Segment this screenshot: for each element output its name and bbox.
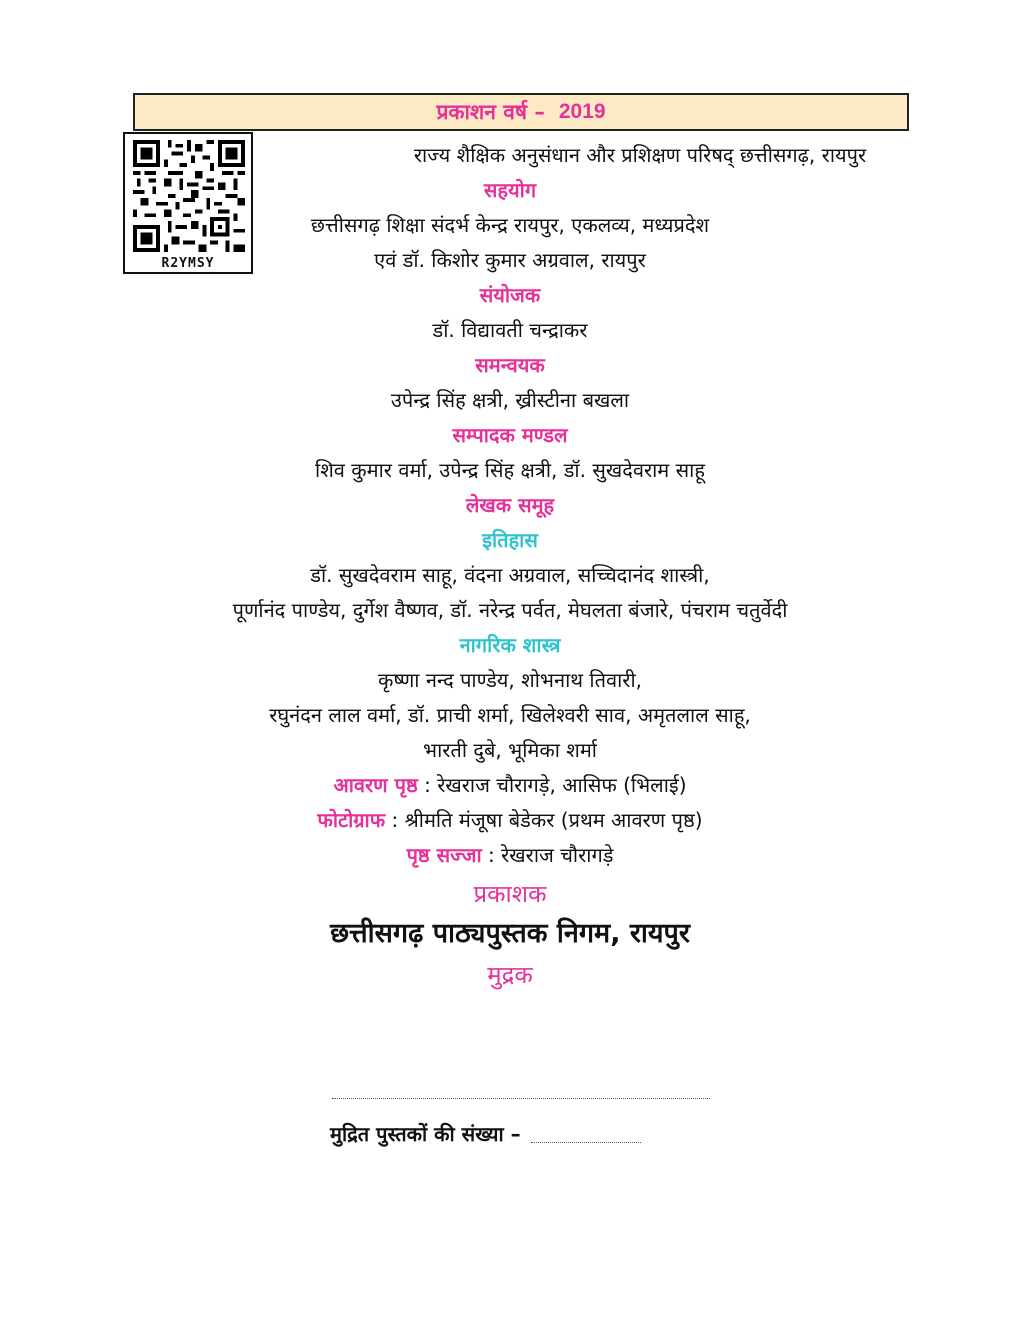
- photo-credit: [0, 808, 1020, 832]
- printer-label: मुद्रक: [487, 961, 533, 989]
- civics-authors-1: कृष्णा नन्द पाण्डेय, शोभनाथ तिवारी,: [378, 668, 642, 692]
- history-subheading: इतिहास: [482, 528, 538, 552]
- editorial-board-names: शिव कुमार वर्मा, उपेन्द्र सिंह क्षत्री, डॉ. सुखदेवराम साहू: [315, 458, 705, 482]
- printed-copies-count: [330, 1120, 641, 1147]
- publisher-label: प्रकाशक: [473, 880, 547, 908]
- printed-copies-label: मुद्रित पुस्तकों की संख्या –: [330, 1122, 521, 1146]
- qr-code-id: R2YMSY: [161, 256, 215, 271]
- editorial-board-heading: सम्पादक मण्डल: [452, 423, 568, 447]
- coordinator-heading: समन्वयक: [475, 353, 545, 377]
- support-heading: सहयोग: [483, 178, 537, 202]
- civics-subheading: नागरिक शास्त्र: [459, 633, 561, 657]
- layout-credit: [0, 843, 1020, 867]
- publication-year-label: प्रकाशन वर्ष –: [436, 100, 545, 124]
- convener-heading: संयोजक: [479, 283, 541, 307]
- layout-credit-value: : रेखराज चौरागड़े: [488, 843, 614, 867]
- publisher-name: छत्तीसगढ़ पाठ्यपुस्तक निगम, रायपुर: [330, 918, 690, 949]
- cover-credit: [0, 773, 1020, 797]
- cover-credit-label: आवरण पृष्ठ: [333, 773, 418, 797]
- convener-name: डॉ. विद्यावती चन्द्राकर: [432, 318, 588, 342]
- authors-heading: लेखक समूह: [465, 493, 555, 517]
- civics-authors-3: भारती दुबे, भूमिका शर्मा: [423, 738, 597, 762]
- civics-authors-2: रघुनंदन लाल वर्मा, डॉ. प्राची शर्मा, खिलेश्वरी साव, अमृतलाल साहू,: [269, 703, 751, 727]
- printer-details-line: [332, 1098, 710, 1099]
- support-line-2: एवं डॉ. किशोर कुमार अग्रवाल, रायपुर: [374, 248, 646, 272]
- photo-credit-value: : श्रीमति मंजूषा बेडेकर (प्रथम आवरण पृष्ठ): [391, 808, 703, 832]
- publication-year-banner: [133, 93, 909, 131]
- organization-line: राज्य शैक्षिक अनुसंधान और प्रशिक्षण परिषद् छत्तीसगढ़, रायपुर: [413, 143, 867, 167]
- history-authors-2: पूर्णानंद पाण्डेय, दुर्गेश वैष्णव, डॉ. नरेन्द्र पर्वत, मेघलता बंजारे, पंचराम चतुर्वेदी: [232, 598, 788, 622]
- photo-credit-label: फोटोग्राफ: [317, 808, 386, 832]
- publication-year: 2019: [558, 100, 606, 123]
- support-line-1: छत्तीसगढ़ शिक्षा संदर्भ केन्द्र रायपुर, एकलव्य, मध्यप्रदेश: [310, 213, 710, 237]
- cover-credit-value: : रेखराज चौरागड़े, आसिफ (भिलाई): [424, 773, 687, 797]
- coordinator-names: उपेन्द्र सिंह क्षत्री, ख्रीस्टीना बखला: [390, 388, 630, 412]
- layout-credit-label: पृष्ठ सज्जा: [406, 843, 482, 867]
- printed-copies-blank: [531, 1142, 641, 1143]
- history-authors-1: डॉ. सुखदेवराम साहू, वंदना अग्रवाल, सच्चिदानंद शास्त्री,: [310, 563, 710, 587]
